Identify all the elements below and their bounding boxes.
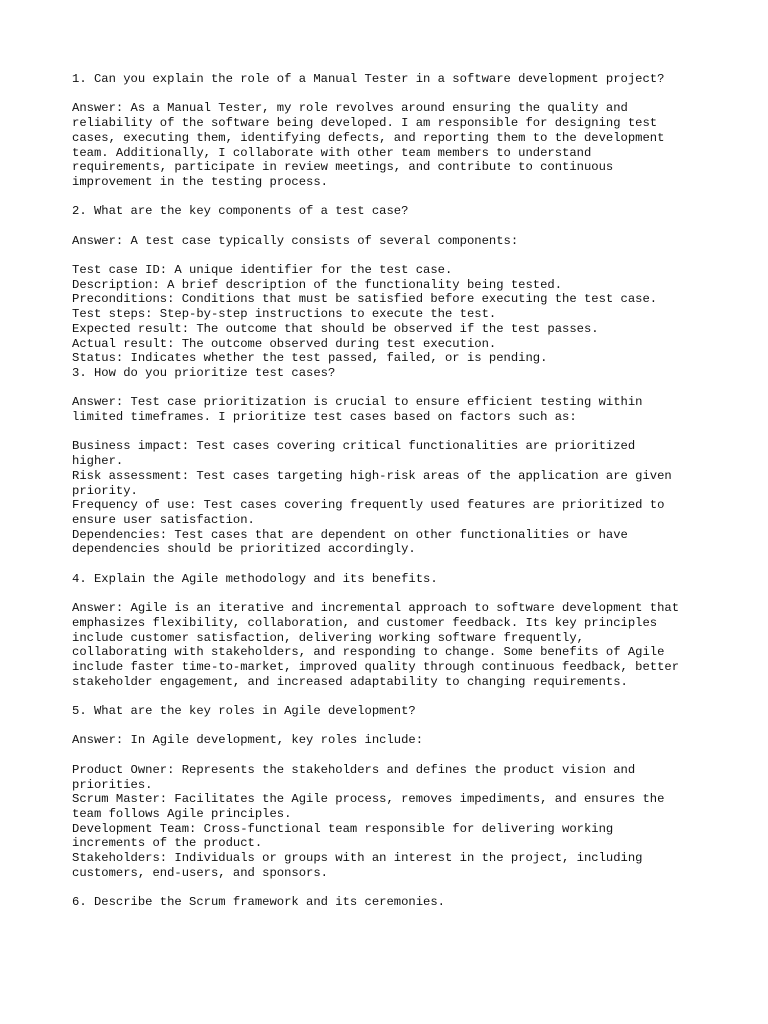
blank-line — [72, 381, 712, 396]
text-line: priorities. — [72, 777, 153, 792]
blank-line — [72, 587, 712, 602]
text-line: Description: A brief description of the functionality being tested. — [72, 277, 563, 292]
blank-line — [72, 219, 712, 234]
blank-line — [72, 719, 712, 734]
text-line: improvement in the testing process. — [72, 174, 328, 189]
text-line: Dependencies: Test cases that are dependent on other functionalities or have — [72, 527, 628, 542]
text-line: Status: Indicates whether the test passed, failed, or is pending. — [72, 351, 548, 366]
text-line: 4. Explain the Agile methodology and its benefits. — [72, 571, 438, 586]
text-line: Test steps: Step-by-step instructions to execute the test. — [72, 307, 497, 322]
text-line: team follows Agile principles. — [72, 806, 292, 821]
text-line: 5. What are the key roles in Agile development? — [72, 704, 416, 719]
text-line: Development Team: Cross-functional team responsible for delivering working — [72, 821, 614, 836]
text-line: Answer: Agile is an iterative and incremental approach to software development that — [72, 601, 680, 616]
text-line: Actual result: The outcome observed during test execution. — [72, 336, 497, 351]
text-line: Business impact: Test cases covering critical functionalities are prioritized — [72, 439, 636, 454]
blank-line — [72, 881, 712, 896]
document-body — [72, 72, 712, 910]
text-line: Frequency of use: Test cases covering frequently used features are prioritized to — [72, 498, 665, 513]
text-line: Answer: Test case prioritization is crucial to ensure efficient testing within — [72, 395, 643, 410]
text-line: cases, executing them, identifying defects, and reporting them to the development — [72, 130, 665, 145]
text-line: reliability of the software being developed. I am responsible for designing test — [72, 116, 658, 131]
text-line: ensure user satisfaction. — [72, 513, 255, 527]
text-line: emphasizes flexibility, collaboration, and customer feedback. Its key principles — [72, 615, 658, 630]
text-line: dependencies should be prioritized accordingly. — [72, 542, 416, 557]
text-line: limited timeframes. I prioritize test cases based on factors such as: — [72, 410, 577, 425]
blank-line — [72, 425, 712, 440]
text-line: Answer: As a Manual Tester, my role revolves around ensuring the quality and — [72, 101, 628, 116]
text-line: Stakeholders: Individuals or groups with an interest in the project, including — [72, 851, 643, 866]
text-line: Scrum Master: Facilitates the Agile process, removes impediments, and ensures the — [72, 792, 665, 807]
text-line: Answer: In Agile development, key roles include: — [72, 733, 424, 748]
blank-line — [72, 190, 712, 205]
text-line: customers, end-users, and sponsors. — [72, 865, 328, 880]
text-line: Preconditions: Conditions that must be satisfied before executing the test case. — [72, 292, 658, 307]
text-line: 1. Can you explain the role of a Manual Tester in a software development project? — [72, 72, 665, 86]
blank-line — [72, 689, 712, 704]
text-line: include customer satisfaction, delivering working software frequently, — [72, 630, 584, 645]
text-line: Product Owner: Represents the stakeholders and defines the product vision and — [72, 762, 636, 777]
text-line: team. Additionally, I collaborate with other team members to understand — [72, 145, 592, 160]
text-line: priority. — [72, 483, 138, 498]
blank-line — [72, 87, 712, 102]
blank-line — [72, 748, 712, 763]
text-line: Expected result: The outcome that should be observed if the test passes. — [72, 321, 599, 336]
blank-line — [72, 248, 712, 263]
text-line: collaborating with stakeholders, and responding to change. Some benefits of Agile — [72, 645, 665, 660]
text-line: stakeholder engagement, and increased adaptability to changing requirements. — [72, 674, 628, 689]
text-line: 3. How do you prioritize test cases? — [72, 366, 336, 380]
blank-line — [72, 557, 712, 572]
text-line: Test case ID: A unique identifier for the test case. — [72, 263, 453, 278]
text-line: Answer: A test case typically consists of several components: — [72, 233, 519, 248]
text-line: 2. What are the key components of a test case? — [72, 204, 409, 219]
text-line: include faster time-to-market, improved quality through continuous feedback, better — [72, 660, 680, 674]
text-line: increments of the product. — [72, 836, 263, 851]
text-line: Risk assessment: Test cases targeting high-risk areas of the application are given — [72, 468, 672, 483]
text-line: 6. Describe the Scrum framework and its ceremonies. — [72, 895, 445, 910]
text-line: higher. — [72, 454, 124, 469]
text-line: requirements, participate in review meetings, and contribute to continuous — [72, 160, 614, 175]
